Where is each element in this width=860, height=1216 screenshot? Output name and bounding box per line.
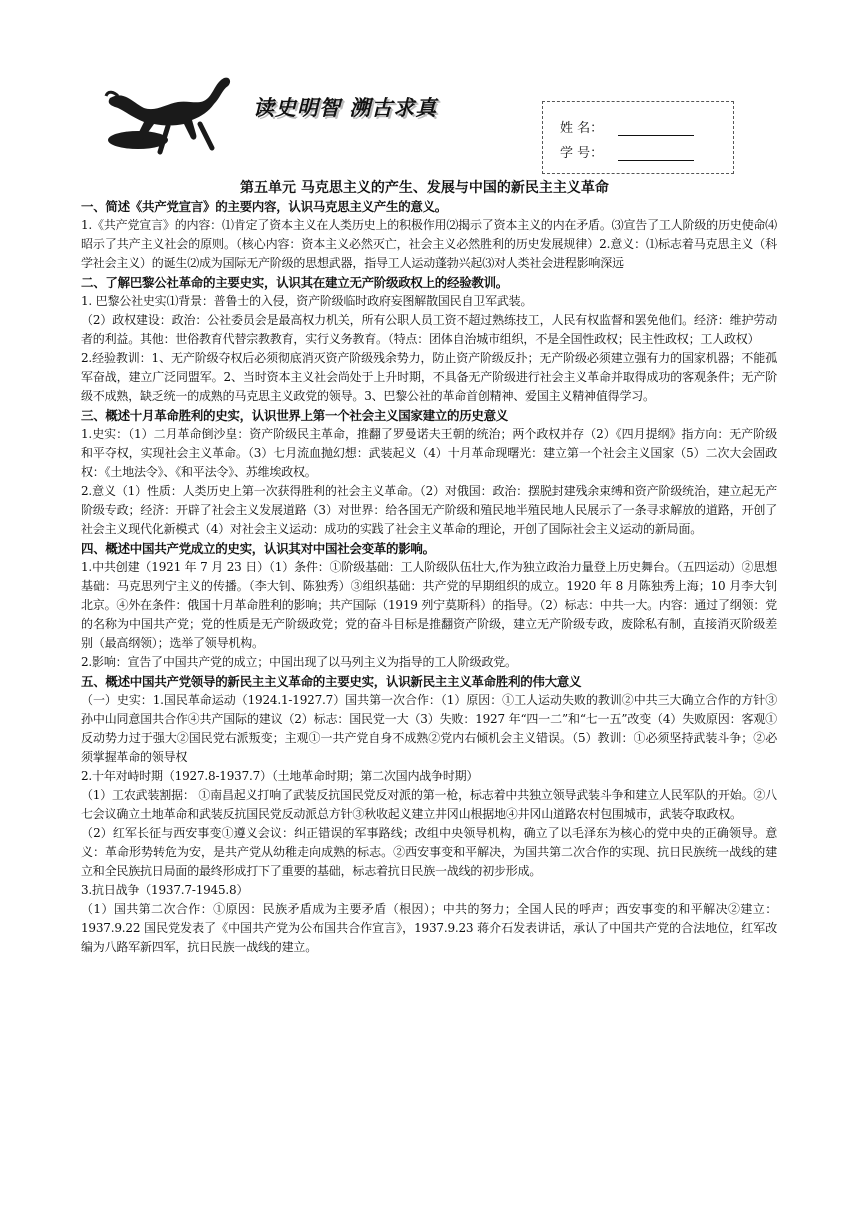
section-5-paragraph: （1）工农武装割据： ①南昌起义打响了武装反抗国民党反对派的第一枪，标志着中共独立领导武装斗争和建立人民军队的开始。②八七会议确立土地革命和武装反抗国民党反动派总方针③秋收起义建立井冈山根据地④井冈山道路农村包围城市，武装夺取政权。 (81, 788, 777, 821)
id-row (560, 142, 694, 161)
section-5-paragraph: 3.抗日战争（1937.7-1945.8） (81, 883, 249, 897)
section-2-paragraph: 1. 巴黎公社史实⑴背景：普鲁士的入侵，资产阶级临时政府妄图解散国民自卫军武装。 (81, 294, 533, 308)
name-row (560, 117, 694, 136)
section-5-paragraph: 2.十年对峙时期（1927.8-1937.7）（土地革命时期；第二次国内战争时期） (81, 769, 479, 783)
name-blank[interactable] (618, 123, 694, 136)
section-heading-4: 四、概述中国共产党成立的史实，认识其对中国社会变革的影响。 (81, 541, 435, 556)
section-4-paragraph: 1.中共创建（1921 年 7 月 23 日）（1）条件：①阶级基础：工人阶级队伍壮大,作为独立政治力量登上历史舞台。（五四运动）②思想基础：马克思列宁主义的传播。（李大钊、陈独秀）③组织基础：共产党的早期组织的成立。1920 年 8 月陈独秀上海；10 月李大钊北京。④外在条件：俄国十月革命胜利的影响；共产国际（1919 列宁莫斯科）的指导。（2）标志：中共一大。内容：通过了纲领：党的名称为中国共产党；党的性质是无产阶级政党；党的奋斗目标是推翻资产阶级，建立无产阶级专政，废除私有制，直接消灭阶级差别（最高纲领）；选举了领导机构。 (81, 560, 777, 650)
section-4-paragraph: 2.影响：宣告了中国共产党的成立；中国出现了以马列主义为指导的工人阶级政党。 (81, 655, 517, 669)
name-label: 姓 名： (560, 121, 604, 136)
section-3-paragraph: 1.史实：（1）二月革命倒沙皇：资产阶级民主革命，推翻了罗曼诺夫王朝的统治；两个政权并存（2）《四月提纲》指方向：无产阶级和平夺权，实现社会主义革命。（3）七月流血抛幻想：武装起义（4）十月革命现曙光：建立第一个社会主义国家（5）二次大会固政权：《土地法令》、《和平法令》、苏维埃政权。 (81, 427, 777, 479)
galloping-horse-logo (104, 68, 234, 160)
motto: 读史明智 溯古求真 (253, 96, 438, 120)
section-3-paragraph: 2.意义（1）性质：人类历史上第一次获得胜利的社会主义革命。（2）对俄国：政治：摆脱封建残余束缚和资产阶级统治，建立起无产阶级专政；经济：开辟了社会主义发展道路（3）对世界：给各国无产阶级和殖民地半殖民地人民展示了一条寻求解放的道路，开创了社会主义现代化新模式（4）对社会主义运动：成功的实践了社会主义革命的理论，开创了国际社会主义运动的新局面。 (81, 484, 777, 536)
section-heading-1: 一、简述《共产党宣言》的主要内容，认识马克思主义产生的意义。 (81, 199, 448, 214)
section-5-paragraph: （1）国共第二次合作：①原因：民族矛盾成为主要矛盾（根因）；中共的努力；全国人民的呼声；西安事变的和平解决②建立：1937.9.22 国民党发表了《中国共产党为公布国共合作宣言》，1937.9.23 蒋介石发表讲话，承认了中国共产党的合法地位，红军改编为八路军新四军，抗日民族一战线的建立。 (81, 902, 777, 954)
section-2-paragraph: 2.经验教训：1、无产阶级夺权后必须彻底消灭资产阶级残余势力，防止资产阶级反扑；无产阶级必须建立强有力的国家机器；不能孤军奋战，建立广泛同盟军。2、当时资本主义社会尚处于上升时期，不具备无产阶级进行社会主义革命并取得成功的客观条件；无产阶级不成熟，缺乏统一的成熟的马克思主义政党的领导。3、巴黎公社的革命首创精神、爱国主义精神值得学习。 (81, 351, 777, 403)
id-blank[interactable] (618, 148, 694, 161)
section-heading-3: 三、概述十月革命胜利的史实，认识世界上第一个社会主义国家建立的历史意义 (81, 408, 509, 423)
document-body (81, 197, 777, 957)
section-heading-5: 五、概述中国共产党领导的新民主主义革命的主要史实，认识新民主主义革命胜利的伟大意义 (81, 674, 582, 689)
unit-title: 第五单元 马克思主义的产生、发展与中国的新民主主义革命 (240, 180, 609, 196)
section-heading-2: 二、了解巴黎公社革命的主要史实，认识其在建立无产阶级政权上的经验教训。 (81, 275, 509, 290)
id-label: 学 号： (560, 146, 604, 161)
student-info-box (542, 101, 734, 174)
section-1-paragraph: 1.《共产党宣言》的内容：⑴肯定了资本主义在人类历史上的积极作用⑵揭示了资本主义的内在矛盾。⑶宣告了工人阶级的历史使命⑷昭示了共产主义社会的原则。（核心内容：资本主义必然灭亡，社会主义必然胜利的历史发展规律）2.意义：⑴标志着马克思主义（科学社会主义）的诞生⑵成为国际无产阶级的思想武器，指导工人运动蓬勃兴起⑶对人类社会进程影响深远 (81, 218, 777, 270)
section-5-paragraph: （一）史实：1.国民革命运动（1924.1-1927.7）国共第一次合作：（1）原因：①工人运动失败的教训②中共三大确立合作的方针③孙中山同意国共合作④共产国际的建议（2）标志：国民党一大（3）失败：1927 年“四一二”和“七一五”改变（4）失败原因：客观①反动势力过于强大②国民党右派叛变；主观①一共产党自身不成熟②党内右倾机会主义错误。（5）教训：①必须坚持武装斗争；②必须掌握革命的领导权 (81, 693, 777, 764)
section-5-paragraph: （2）红军长征与西安事变①遵义会议：纠正错误的军事路线；改组中央领导机构，确立了以毛泽东为核心的党中央的正确领导。意义：革命形势转危为安，是共产党从幼稚走向成熟的标志。②西安事变和平解决，为国共第二次合作的实现、抗日民族统一战线的建立和全民族抗日局面的最终形成打下了重要的基础，标志着抗日民族一战线的初步形成。 (81, 826, 777, 878)
section-2-paragraph: （2）政权建设：政治：公社委员会是最高权力机关，所有公职人员工资不超过熟练技工，人民有权监督和罢免他们。经济：维护劳动者的利益。其他：世俗教育代替宗教教育，实行义务教育。（特点：团体自治城市组织，不是全国性政权；民主性政权；工人政权） (81, 313, 777, 346)
